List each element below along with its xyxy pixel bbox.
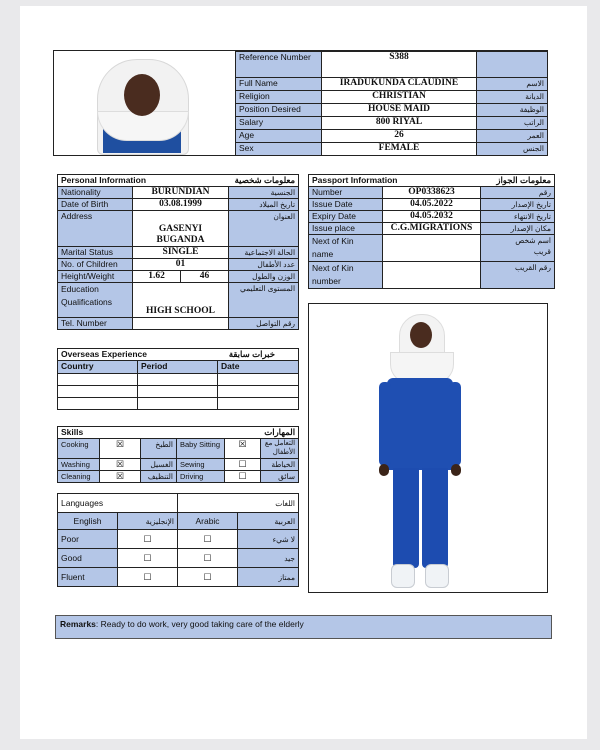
kin-number-ar: رقم القريب	[481, 262, 555, 289]
age-ar: العمر	[477, 130, 548, 143]
skill-cleaning-label: Cleaning	[58, 471, 100, 483]
skill-driving-ar: سائق	[261, 471, 299, 483]
table-row	[58, 386, 299, 398]
header-table	[235, 51, 548, 156]
religion-ar: الديانة	[477, 91, 548, 104]
education-label	[58, 283, 133, 318]
expiry-date-value: 04.05.2032	[383, 211, 481, 223]
issue-date-label: Issue Date	[309, 199, 383, 211]
kin-number-label-line1: Next of Kin	[312, 263, 354, 273]
overseas-experience-table	[57, 348, 299, 410]
issue-date-ar: تاريخ الإصدار	[481, 199, 555, 211]
level-fluent-ar: ممتاز	[238, 568, 299, 587]
skill-sewing-checkbox[interactable]: ☐	[225, 459, 261, 471]
skill-driving-label: Driving	[177, 471, 225, 483]
country-column-header: Country	[58, 361, 138, 374]
skill-driving-checkbox[interactable]: ☐	[225, 471, 261, 483]
kin-name-ar-line2: قريب	[533, 247, 552, 256]
marital-value: SINGLE	[133, 247, 229, 259]
dob-label: Date of Birth	[58, 199, 133, 211]
children-ar: عدد الأطفال	[229, 259, 299, 271]
skill-cooking-ar: الطبخ	[141, 439, 177, 459]
passport-number-label: Number	[309, 187, 383, 199]
expiry-date-label: Expiry Date	[309, 211, 383, 223]
kin-number-label	[309, 262, 383, 289]
table-row	[58, 374, 299, 386]
skill-washing-checkbox[interactable]: ☒	[100, 459, 141, 471]
reference-value: S388	[322, 52, 477, 78]
issue-place-ar: مكان الإصدار	[481, 223, 555, 235]
skill-washing-label: Washing	[58, 459, 100, 471]
remarks-box	[55, 615, 552, 639]
salary-value: 800 RIYAL	[322, 117, 477, 130]
header-block	[53, 50, 548, 156]
period-column-header: Period	[138, 361, 218, 374]
skill-baby-sitting-label: Baby Sitting	[177, 439, 225, 459]
position-value: HOUSE MAID	[322, 104, 477, 117]
level-good-label: Good	[58, 549, 118, 568]
skill-baby-sitting-checkbox[interactable]: ☒	[225, 439, 261, 459]
sex-value: FEMALE	[322, 143, 477, 156]
full-name-label: Full Name	[236, 78, 322, 91]
height-value: 1.62	[133, 271, 181, 283]
address-line2: BUGANDA	[156, 235, 205, 245]
salary-label: Salary	[236, 117, 322, 130]
sex-label: Sex	[236, 143, 322, 156]
skills-table	[57, 426, 299, 483]
personal-info-title: Personal Information	[61, 175, 147, 185]
portrait-photo	[54, 51, 236, 155]
issue-place-label: Issue place	[309, 223, 383, 235]
passport-info-table	[308, 174, 555, 289]
remarks-label: Remarks	[60, 619, 96, 629]
religion-label: Religion	[236, 91, 322, 104]
level-poor-ar: لا شيء	[238, 530, 299, 549]
sex-ar: الجنس	[477, 143, 548, 156]
skill-cleaning-ar: التنظيف	[141, 471, 177, 483]
address-value	[133, 211, 229, 247]
expiry-date-ar: تاريخ الانتهاء	[481, 211, 555, 223]
skill-cleaning-checkbox[interactable]: ☒	[100, 471, 141, 483]
arabic-good-checkbox[interactable]: ☐	[178, 549, 238, 568]
languages-title-ar: اللغات	[178, 494, 299, 513]
kin-name-ar-line1: اسم شخص	[515, 236, 552, 245]
passport-number-value: OP0338623	[383, 187, 481, 199]
date-column-header: Date	[218, 361, 299, 374]
english-ar: الإنجليزية	[118, 513, 178, 530]
age-label: Age	[236, 130, 322, 143]
arabic-poor-checkbox[interactable]: ☐	[178, 530, 238, 549]
table-row	[58, 398, 299, 410]
height-weight-ar: الوزن والطول	[229, 271, 299, 283]
skill-washing-ar: الغسيل	[141, 459, 177, 471]
age-value: 26	[322, 130, 477, 143]
level-poor-label: Poor	[58, 530, 118, 549]
nationality-ar: الجنسية	[229, 187, 299, 199]
level-fluent-label: Fluent	[58, 568, 118, 587]
remarks-text: : Ready to do work, very good taking care of the elderly	[95, 619, 304, 629]
issue-place-value: C.G.MIGRATIONS	[383, 223, 481, 235]
arabic-ar: العربية	[238, 513, 299, 530]
salary-ar: الراتب	[477, 117, 548, 130]
position-ar: الوظيفة	[477, 104, 548, 117]
kin-number-value	[383, 262, 481, 289]
passport-info-title: Passport Information	[312, 175, 398, 185]
religion-value: CHRISTIAN	[322, 91, 477, 104]
children-value: 01	[133, 259, 229, 271]
address-label: Address	[58, 211, 133, 247]
full-name-value: IRADUKUNDA CLAUDINE	[322, 78, 477, 91]
address-ar: العنوان	[229, 211, 299, 247]
position-label: Position Desired	[236, 104, 322, 117]
education-ar: المستوى التعليمي	[229, 283, 299, 318]
children-label: No. of Children	[58, 259, 133, 271]
kin-name-label	[309, 235, 383, 262]
full-name-ar: الاسم	[477, 78, 548, 91]
skill-baby-sitting-ar-line1: التعامل مع	[264, 440, 296, 447]
overseas-heading	[58, 349, 299, 361]
reference-ar	[477, 52, 548, 78]
height-weight-label: Height/Weight	[58, 271, 133, 283]
kin-name-value	[383, 235, 481, 262]
overseas-title-ar: خبرات سابقة	[228, 349, 275, 359]
skill-sewing-ar: الخياطة	[261, 459, 299, 471]
reference-label: Reference Number	[236, 52, 322, 78]
personal-info-table	[57, 174, 299, 330]
skills-heading	[58, 427, 299, 439]
kin-number-label-line2: number	[312, 276, 341, 286]
skills-title-ar: المهارات	[264, 427, 296, 437]
passport-info-title-ar: معلومات الجواز	[496, 175, 552, 185]
passport-number-ar: رقم	[481, 187, 555, 199]
arabic-label: Arabic	[178, 513, 238, 530]
tel-value	[133, 318, 229, 330]
issue-date-value: 04.05.2022	[383, 199, 481, 211]
kin-name-label-line1: Next of Kin	[312, 236, 354, 246]
kin-name-label-line2: name	[312, 249, 334, 259]
arabic-fluent-checkbox[interactable]: ☐	[178, 568, 238, 587]
passport-info-heading	[309, 175, 555, 187]
personal-info-title-ar: معلومات شخصية	[234, 175, 296, 185]
education-label-line1: Education	[61, 284, 99, 294]
education-value: HIGH SCHOOL	[133, 283, 229, 318]
languages-table	[57, 493, 299, 587]
english-fluent-checkbox[interactable]: ☐	[118, 568, 178, 587]
kin-name-ar	[481, 235, 555, 262]
address-line1: GASENYI	[158, 224, 203, 234]
skill-cooking-label: Cooking	[58, 439, 100, 459]
education-label-line2: Qualifications	[61, 297, 113, 307]
skill-cooking-checkbox[interactable]: ☒	[100, 439, 141, 459]
level-good-ar: جيد	[238, 549, 299, 568]
dob-value: 03.08.1999	[133, 199, 229, 211]
english-label: English	[58, 513, 118, 530]
skills-title: Skills	[61, 427, 84, 437]
skill-sewing-label: Sewing	[177, 459, 225, 471]
tel-ar: رقم التواصل	[229, 318, 299, 330]
nationality-value: BURUNDIAN	[133, 187, 229, 199]
english-good-checkbox[interactable]: ☐	[118, 549, 178, 568]
marital-ar: الحالة الاجتماعية	[229, 247, 299, 259]
languages-title: Languages	[58, 494, 178, 513]
tel-label: Tel. Number	[58, 318, 133, 330]
weight-value: 46	[181, 271, 229, 283]
skill-baby-sitting-ar	[261, 439, 299, 459]
cv-sheet	[20, 6, 587, 739]
english-poor-checkbox[interactable]: ☐	[118, 530, 178, 549]
marital-label: Marital Status	[58, 247, 133, 259]
nationality-label: Nationality	[58, 187, 133, 199]
personal-info-heading	[58, 175, 299, 187]
dob-ar: تاريخ الميلاد	[229, 199, 299, 211]
overseas-title: Overseas Experience	[61, 349, 148, 359]
full-body-photo	[308, 303, 548, 593]
skill-baby-sitting-ar-line2: الأطفال	[272, 449, 296, 456]
